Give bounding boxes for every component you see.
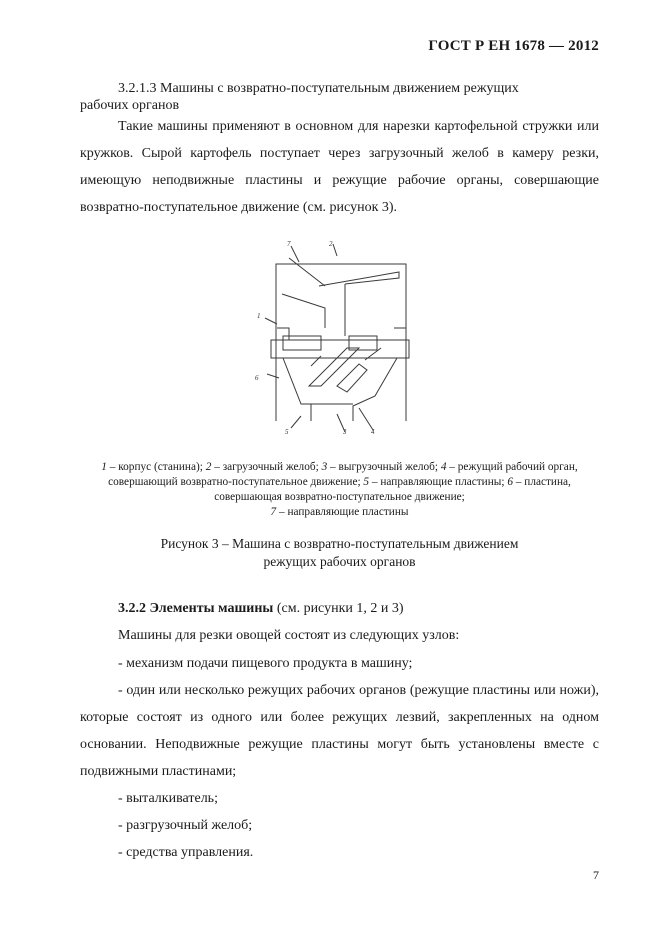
callout-1: 1	[257, 312, 261, 320]
section-322-heading	[80, 595, 599, 622]
legend-text: – режущий рабочий орган, совершающий возвратно-поступательное движение;	[108, 461, 578, 488]
list-item: - выталкиватель;	[118, 791, 218, 806]
list-item: - разгрузочный желоб;	[118, 818, 253, 833]
legend-num: 6	[507, 476, 513, 488]
callout-2: 2	[329, 240, 333, 248]
page-number: 7	[593, 868, 599, 882]
legend-num: 4	[440, 461, 447, 473]
section-322-heading-bold: 3.2.2 Элементы машины	[118, 601, 274, 616]
figure-title-line2: режущих рабочих органов	[263, 554, 416, 569]
legend-num: 3	[321, 461, 328, 473]
legend-text: – корпус (станина);	[106, 461, 206, 473]
callout-6: 6	[255, 374, 259, 382]
legend-text: – направляющие пластины	[276, 506, 409, 518]
section-title-cont: рабочих органов	[80, 98, 180, 113]
legend-text: – направляющие пластины;	[369, 476, 508, 488]
section-322-heading-rest: (см. рисунки 1, 2 и 3)	[273, 601, 404, 616]
figure-title	[80, 535, 599, 571]
figure-legend	[80, 460, 599, 520]
figure-title-line1: Рисунок 3 – Машина с возвратно-поступательным движением	[160, 536, 519, 551]
section-322-intro: Машины для резки овощей состоят из следующих узлов:	[118, 628, 460, 643]
section-title: Машины с возвратно-поступательным движением режущих	[160, 81, 519, 96]
callout-7: 7	[287, 240, 291, 248]
callout-3: 3	[343, 428, 347, 436]
legend-text: – загрузочный желоб;	[211, 461, 322, 473]
legend-num: 5	[363, 476, 370, 488]
section-3213-paragraph: Такие машины применяют в основном для нарезки картофельной стружки или кружков. Сырой картофель поступает через загрузочный желоб в камеру резки, имеющую неподвижные пластины и режущие рабочие органы, совершающие возвратно-поступательное движение (см. рисунок 3).	[80, 119, 599, 215]
list-item: - один или несколько режущих рабочих органов (режущие пластины или ножи), которые состоят из одного или более режущих лезвий, закрепленных на одном основании. Неподвижные режущие пластины могут быть установлены вместе с подвижными пластинами;	[80, 683, 599, 779]
callout-4: 4	[371, 428, 375, 436]
legend-num: 2	[205, 461, 212, 473]
callout-5: 5	[285, 428, 289, 436]
document-header: ГОСТ Р ЕН 1678 — 2012	[428, 38, 599, 54]
machine-diagram	[249, 236, 419, 444]
legend-text: – выгрузочный желоб;	[327, 461, 441, 473]
list-item: - механизм подачи пищевого продукта в машину;	[118, 656, 413, 671]
legend-num: 1	[101, 461, 107, 473]
list-item: - средства управления.	[118, 845, 254, 860]
section-3213-heading	[80, 80, 599, 114]
section-number: 3.2.1.3	[118, 81, 157, 96]
legend-text: – пластина, совершающая возвратно-поступательное движение;	[214, 476, 571, 503]
legend-num: 7	[270, 506, 277, 518]
